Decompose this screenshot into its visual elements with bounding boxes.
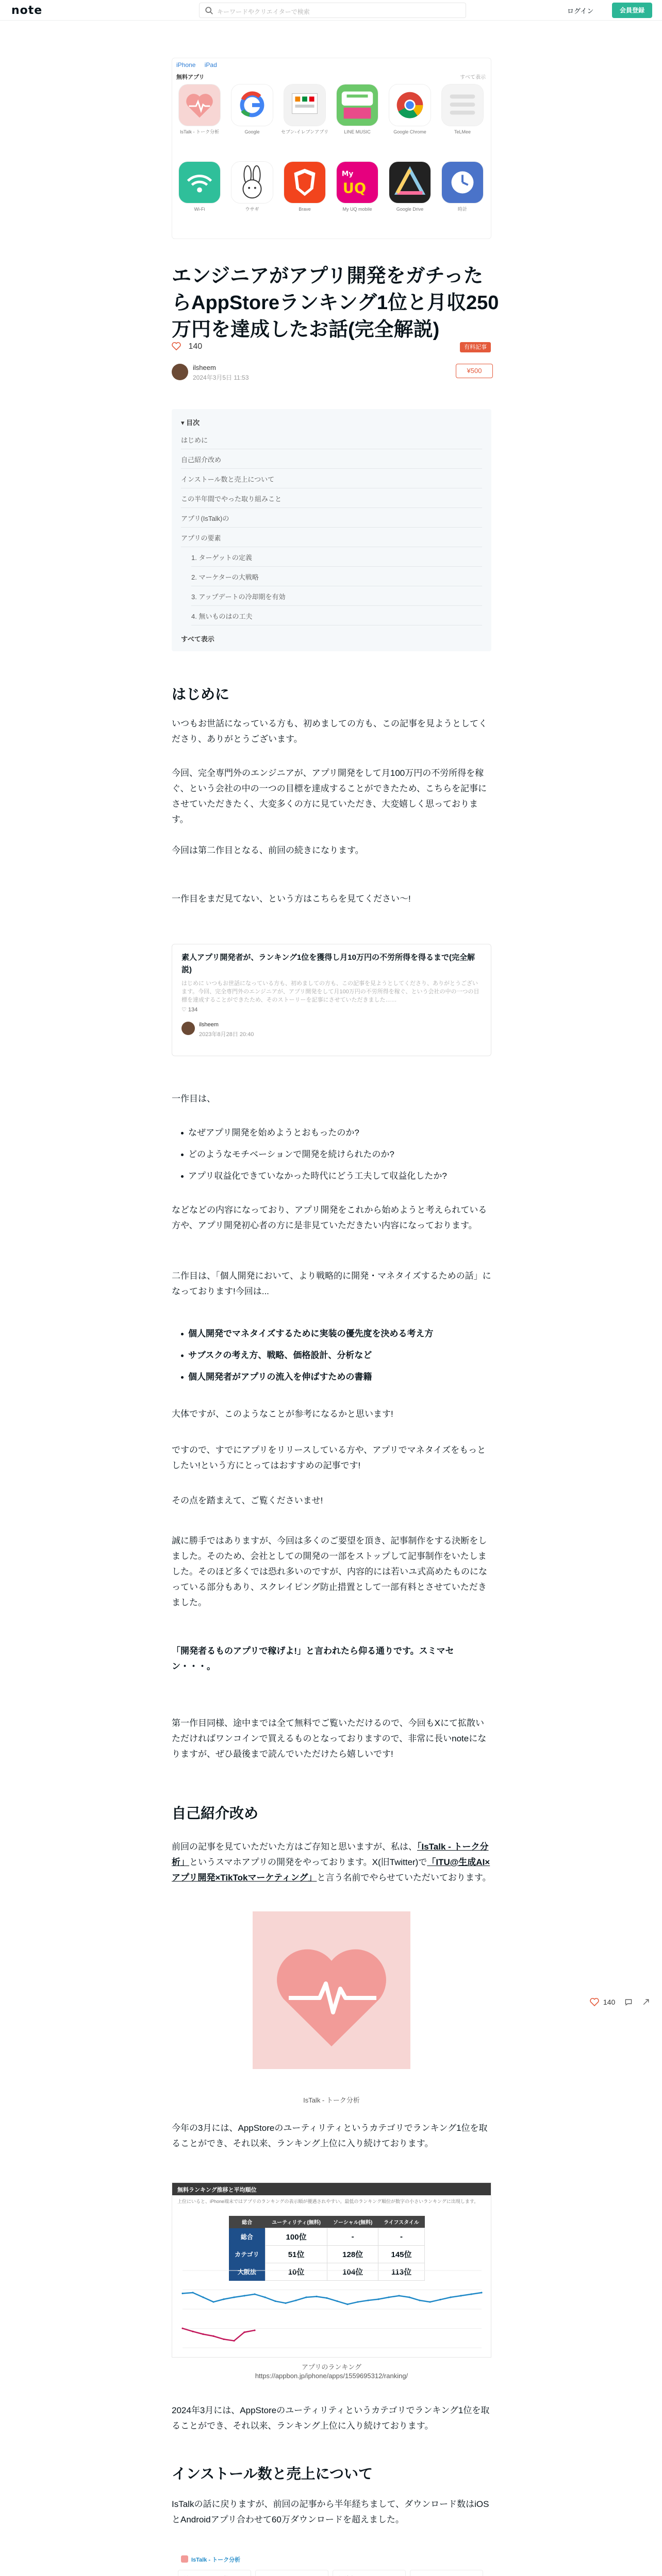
istalk-mini-icon [181,2555,188,2563]
table-cell: 128位 [327,2246,378,2263]
app-tile-caption: ウサギ [245,207,259,212]
toc-item[interactable]: 4. 無いものはの工夫 [191,611,482,625]
data-point [367,2299,369,2301]
app-tile-caption: Google Chrome [393,129,426,134]
embed-description: はじめに いつもお世話になっている方も、初めましての方も、この記事を見ようとしてくださり、ありがとうございます。今回、完全専門外のエンジニアが、アプリ開発をして月100万円の不労所得を稼ぐ、という会社の中の一つの目標を達成することができたため、そのストーリーを記事にさせていただきました…… [181,980,479,1003]
data-point [481,2292,482,2293]
see-all-link[interactable]: すべて表示 [460,75,486,80]
device-tabs [176,61,224,69]
data-point [346,2303,348,2305]
series-line-総合 [183,2328,255,2341]
chrome-icon [389,84,431,126]
brave-icon [284,162,325,203]
app-tile-caption: セブン-イレブンアプリ [281,129,328,134]
table-header-cell: ユーティリティ(無料) [265,2216,327,2228]
table-cell: 113位 [378,2263,425,2281]
like-counter[interactable] [172,342,202,354]
table-header [229,2216,425,2228]
paragraph: 2024年3月には、AppStoreのユーティリティというカテゴリでランキング1位を取ることができ、それ以来、ランキング上位に入り続けております。 [172,2405,490,2431]
uq-icon [337,162,378,203]
data-point [243,2295,245,2296]
heading-self-introduction: 自己紹介改め [172,1805,259,1821]
data-point [223,2298,224,2300]
embed-like-count: 134 [188,1007,198,1013]
paragraph-text: と言う名前でやらせていただいております。 [317,1873,491,1883]
data-point [326,2297,327,2299]
app-tile-caption: LINE MUSIC [344,129,371,134]
istalk-app-icon [253,1911,410,2069]
toc-item[interactable]: アプリの要素 [181,533,482,547]
app-tile-caption: My UQ mobile [342,207,372,212]
app-tile[interactable] [284,161,326,204]
data-point [192,2331,193,2332]
signup-button[interactable]: 会員登録 [612,3,652,18]
paragraph: 誠に勝手ではありますが、今回は多くのご要望を頂き、記事制作をする決断をしました。そのため、会社としての開発の一部をストップして記事制作をいたしました。そのほど多くでは恐れ多いのですが、内容的には若いユ式高めたものになっている部分もあり、スクレイピング防止措置として一部有料とさせていただきました。 [172,1536,487,1607]
paragraph-text: 今回、完全専門外のエンジニアが、アプリ開発をして月100万円の不労所得を稼ぐ、という会社の中の一つの目標を達成することができたため、こちらを記事にさせていただきたく、大変多くの方に見ていただき、大変嬉しく思っております。 [172,768,487,824]
data-point [202,2296,204,2298]
data-point [223,2338,224,2340]
data-point [192,2292,193,2293]
tab-ipad[interactable]: iPad [204,61,217,69]
app-tile-caption: 時計 [457,207,467,212]
toc-item[interactable]: アプリ(IsTalk)の [181,513,482,528]
toc-item[interactable]: インストール数と売上について [181,474,482,488]
paragraph: 「開発者るものアプリで稼げよ!」と言われたら仰る通りです。スミマセン・・・。 [172,1646,454,1671]
figure-caption: IsTalk - トーク分析 [303,2096,360,2104]
free-apps-label: 無料アプリ [176,74,205,80]
toc-item[interactable]: この半年間でやった取り組みこと [181,494,482,508]
toc-item[interactable]: はじめに [181,435,482,449]
data-point [470,2293,472,2295]
toc-heading-label: 目次 [186,419,200,427]
table-row [229,2228,425,2246]
data-point [202,2333,204,2335]
ranking-screenshot [172,2182,491,2358]
list-item: なぜアプリ開発を始めようとおもったのか? [181,1122,490,1144]
table-cell: 100位 [265,2228,327,2246]
x-account-link[interactable]: 「ITU@生成AI×アプリ開発×TikTokマーケティング」 [172,1857,490,1883]
data-point [285,2302,286,2304]
ranking-header [172,2183,491,2195]
data-point [305,2296,307,2298]
toc-item[interactable]: 3. アップデートの冷却期を有効 [191,591,482,606]
wifi-icon [179,162,220,203]
svg-text:My: My [341,170,354,178]
table-cell: 総合 [229,2228,265,2246]
list-item: 個人開発者がアプリの流入を伸ばすための書籍 [181,1366,490,1388]
bullet-list [181,1122,490,1187]
embed-avatar [181,1022,195,1035]
ios-download-dashboard [172,2555,491,2576]
istalk-link[interactable]: 「IsTalk - トーク分析」 [172,1842,489,1867]
search-placeholder: キーワードやクリエイターで検索 [217,8,310,15]
toc-heading: ▾ 目次 [181,419,200,427]
data-point [243,2331,245,2333]
app-tile[interactable] [389,84,431,126]
ranking-line-chart [177,2265,487,2353]
store-icon [284,84,325,126]
app-tile[interactable] [178,161,221,204]
paragraph: 第一作目同様、途中までは全て無料でご覧いただけるので、今回もXにて拡散いただければワンコインで買えるものとなっておりますので、非常に長いnoteになりますが、ぜひ最後まで読んでいただけたら嬉しいです! [172,1718,487,1759]
data-point [212,2301,214,2302]
paragraph [172,766,491,827]
data-point [316,2296,317,2297]
stat-card [255,2570,328,2576]
search-input[interactable] [199,3,466,18]
list-item: どのようなモチベーションで開発を続けられたのか? [181,1144,490,1165]
data-point [254,2293,255,2295]
paragraph-text: 前回の記事を見ていただいた方はご存知と思いますが、私は、 [172,1842,417,1852]
paragraph: 今回は第二作目となる、前回の続きになります。 [172,845,364,855]
app-tile[interactable] [441,161,484,204]
paragraph: 二作目は、「個人開発において、より戦略的に開発・マネタイズするための話」になっております!今回は... [172,1271,491,1296]
heading-installs-sales: インストール数と売上について [172,2466,373,2482]
side-like-count: 140 [603,1998,616,2006]
app-tile[interactable] [336,84,378,126]
embed-date: 2023年8月28日 20:40 [199,1031,254,1038]
app-tile-caption: IsTalk - トーク分析 [179,129,219,134]
app-tile-caption: Google [244,129,260,134]
app-tile[interactable] [284,84,326,126]
toc-item[interactable]: 1. ターゲットの定義 [191,552,482,567]
data-point [429,2301,431,2302]
app-tile-caption: TeLMee [454,129,471,134]
price-button[interactable]: ¥500 [456,364,493,378]
data-point [233,2296,235,2298]
triangle-icon [389,162,431,203]
data-point [388,2296,389,2298]
table-row [229,2246,425,2263]
heart-icon[interactable] [172,342,181,350]
paragraph [172,1839,491,1886]
data-point [398,2295,400,2296]
paragraph: ですので、すでにアプリをリリースしている方や、アプリでマネタイズをもっとしたい!という方にとってはおすすめの記事です! [172,1445,486,1470]
embed-title[interactable]: 素人アプリ開発者が、ランキング1位を獲得し月10万円の不労所得を得るまで(完全解説) [181,953,475,974]
list-item: サブスクの考え方、戦略、価格設計、分析など [181,1345,490,1366]
heart-pulse-icon [253,1911,410,2069]
app-tile[interactable] [336,161,378,204]
line-icon [337,84,378,126]
data-point [233,2340,235,2342]
data-point [377,2298,379,2300]
embed-author: ilsheem [199,1022,219,1028]
paragraph: IsTalkの話に戻りますが、前回の記事から半年経ちまして、ダウンロード数はiOSとAndroidアプリ合わせて60万ダウンロードを超えました。 [172,2499,489,2524]
data-point [254,2329,255,2331]
table-cell: 51位 [265,2246,327,2263]
app-tile[interactable] [231,84,273,126]
data-point [274,2300,276,2302]
toc-show-all[interactable]: すべて表示 [181,635,214,643]
data-point [212,2335,214,2337]
data-point [408,2296,410,2298]
data-point [181,2293,183,2294]
login-link[interactable]: ログイン [567,7,594,15]
ios-app-name: IsTalk - トーク分析 [191,2557,241,2563]
table-cell: 104位 [327,2263,378,2281]
tab-iphone[interactable]: iPhone [176,61,196,69]
table-cell: - [327,2228,378,2246]
table-header-cell: ライフスタイル [378,2216,425,2228]
embed-like: ♡ 134 [181,1007,198,1013]
app-ranking-card [172,58,491,239]
stat-card [410,2570,483,2576]
figure-caption: アプリのランキング [301,2363,362,2371]
table-of-contents [172,409,491,651]
table-header-cell: 総合 [229,2216,265,2228]
side-reactions [590,1998,650,2010]
paragraph: 大体ですが、このようなことが参考になるかと思います! [172,1409,393,1419]
paragraph-text: というスマホアプリの開発をやっております。X(旧Twitter)で [189,1857,427,1867]
paragraph: いつもお世話になっている方も、初めましての方も、この記事を見ようとしてくださり、ありがとうございます。 [172,719,487,744]
app-tile-caption: Brave [299,207,311,212]
embedded-article-card[interactable] [172,944,491,1056]
list-icon [442,84,483,126]
top-navigation [0,0,662,21]
table-cell: カテゴリ [229,2246,265,2263]
heart-icon [179,84,220,126]
clock-icon [442,162,483,203]
ranking-title: 無料ランキング推移と平均順位 [177,2187,257,2193]
series-line-ユーティリティ [183,2293,482,2304]
table-cell: 145位 [378,2246,425,2263]
svg-text:UQ: UQ [342,180,367,197]
rabbit-icon [231,162,273,203]
paragraph: 今年の3月には、AppStoreのユーティリティというカテゴリでランキング1位を取ることができ、それ以来、ランキング上位に入り続けております。 [172,2123,488,2148]
paragraph: 一作目をまだ見てない、という方はこちらを見てください〜! [172,894,411,904]
app-tile-caption: Google Drive [396,207,424,212]
like-count: 140 [188,342,203,351]
publish-date: 2024年3月5日 11:53 [193,374,249,381]
paid-badge: 有料記事 [460,342,491,352]
table-cell: - [378,2228,425,2246]
comment-icon[interactable] [624,1998,633,2006]
app-tile[interactable] [178,84,221,126]
data-point [357,2301,358,2302]
figure-caption-url[interactable]: https://appbon.jp/iphone/apps/1559695312/ranking/ [255,2372,408,2380]
ranking-description: 上位にいると、iPhone端末ではアプリのランキングの表示順が優遇されやすい。最低のランキング順位が数字の小さいランキングに出現します。 [177,2199,479,2204]
list-item: 個人開発でマネタイズするために実装の優先度を決める考え方 [181,1323,490,1345]
table-header-cell: ソーシャル(無料) [327,2216,378,2228]
app-tile[interactable] [231,161,273,204]
app-tile-caption: Wi-Fi [194,207,205,212]
paragraph: 一作目は、 [172,1094,216,1104]
app-tile[interactable] [441,84,484,126]
app-tile[interactable] [389,161,431,204]
data-point [295,2299,296,2301]
article-title: エンジニアがアプリ開発をガチったらAppStoreランキング1位と月収250万円を達成したお話(完全解説) [172,265,499,341]
heading-introduction: はじめに [172,686,230,702]
data-point [336,2300,338,2302]
data-point [419,2299,420,2301]
table-cell: 大阪法 [229,2263,265,2281]
google-icon [231,84,273,126]
author-name[interactable]: ilsheem [193,364,216,371]
paragraph: その点を踏まえて、ご覧くださいませ! [172,1496,323,1505]
data-point [439,2299,441,2300]
data-point [181,2328,183,2329]
data-point [450,2296,451,2298]
share-icon[interactable] [642,1998,650,2006]
bullet-list [181,1323,490,1388]
avatar[interactable] [172,364,188,380]
heart-icon[interactable] [590,1998,599,2006]
stat-card [178,2570,251,2576]
data-point [264,2296,266,2298]
data-point [460,2295,461,2296]
search-icon [205,6,214,15]
note-logo[interactable]: note [11,4,43,17]
toc-item[interactable]: 自己紹介改め [181,454,482,469]
paragraph: などなどの内容になっており、アプリ開発をこれから始めようと考えられている方や、アプリ開発初心者の方に是非見ていただきたい内容になっております。 [172,1205,487,1230]
toc-item[interactable]: 2. マーケターの大戦略 [191,572,482,586]
list-item: アプリ収益化できていなかった時代にどう工夫して収益化したか? [181,1165,490,1187]
table-cell: 10位 [265,2263,327,2281]
stat-card [333,2570,406,2576]
